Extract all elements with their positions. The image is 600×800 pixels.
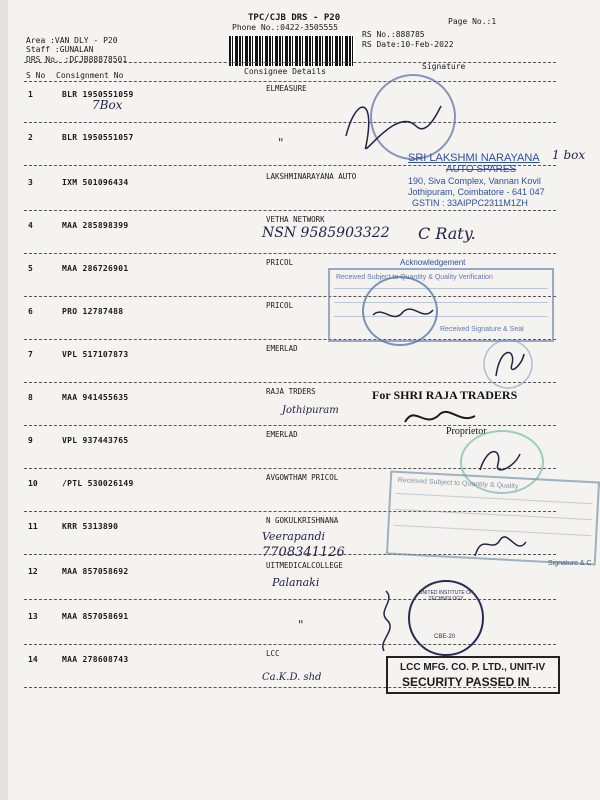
signature-row12 — [366, 586, 406, 656]
consignee-name: PRICOL — [266, 301, 294, 310]
handwritten-nsn-phone: NSN 9585903322 — [262, 225, 390, 241]
row-number: 4 — [28, 221, 33, 230]
consignment-number: PRO 12787488 — [62, 307, 124, 316]
consignee-name: EMERLAD — [266, 344, 298, 353]
row-number: 13 — [28, 612, 38, 621]
column-divider — [24, 81, 556, 82]
signature-row9 — [470, 440, 530, 480]
row-divider — [24, 253, 556, 254]
consignment-number: MAA 857058691 — [62, 612, 129, 621]
signature-row5 — [368, 300, 438, 330]
rs-number: RS No.:888785 — [362, 30, 425, 39]
security-stamp-box — [386, 656, 560, 694]
scan-edge — [0, 0, 8, 800]
rs-date: RS Date:10-Feb-2022 — [362, 40, 454, 49]
ack-stamp-title: Acknowledgement — [400, 258, 466, 267]
consignee-name: N GOKULKRISHNANA — [266, 516, 339, 525]
handwritten-phone-11: 7708341126 — [262, 545, 345, 560]
row-divider — [24, 210, 556, 211]
lakshmi-stamp-gstin: GSTIN : 33AIPPC2311M1ZH — [412, 198, 528, 208]
consignment-number: MAA 285898399 — [62, 221, 129, 230]
row-divider — [24, 122, 556, 123]
col-consignee: Consignee Details — [244, 67, 326, 76]
handwritten-palanaki: Palanaki — [272, 576, 320, 589]
consignment-number: MAA 857058692 — [62, 567, 129, 576]
lakshmi-stamp-address: 190, Siva Complex, Vannan Kovil — [408, 176, 541, 186]
consignee-name: EMERLAD — [266, 430, 298, 439]
consignment-number: VPL 937443765 — [62, 436, 129, 445]
uit-seal — [408, 580, 484, 656]
document-title: TPC/CJB DRS - P20 — [248, 13, 341, 23]
raja-stamp-proprietor: Proprietor — [446, 426, 487, 437]
consignment-number: BLR 1950551059 — [62, 90, 134, 99]
row-number: 2 — [28, 133, 33, 142]
consignment-number: KRR 5313890 — [62, 522, 119, 531]
consignment-number: IXM 501096434 — [62, 178, 129, 187]
handwritten-ditto-2: " — [278, 136, 284, 150]
consignee-name: AVGOWTHAM PRICOL — [266, 473, 339, 482]
received-stamp-signature: Signature & C — [548, 560, 592, 567]
security-stamp-line1: LCC MFG. CO. P. LTD., UNIT-IV — [400, 662, 546, 673]
area-label: Area :VAN DLY - P20 — [26, 36, 118, 45]
consignee-name: ELMEASURE — [266, 84, 307, 93]
received-stamp-text: Received Subject to Quantity & Quality — [397, 476, 519, 491]
row-number: 10 — [28, 479, 38, 488]
lakshmi-stamp-name: SRI LAKSHMI NARAYANA — [408, 152, 540, 164]
lakshmi-stamp-city: Jothipuram, Coimbatore - 641 047 — [408, 187, 545, 197]
consignee-name: VETHA NETWORK — [266, 215, 325, 224]
consignee-name: PRICOL — [266, 258, 294, 267]
col-consignment: Consignment No — [56, 71, 124, 80]
handwritten-ditto-13: " — [298, 618, 304, 632]
handwritten-box-note-2: 1 box — [552, 148, 586, 162]
consignment-number: MAA 286726901 — [62, 264, 129, 273]
uit-seal-bottom: CBE-20 — [434, 634, 456, 640]
handwritten-veerapandi: Veerapandi — [262, 530, 326, 543]
drs-number: DRS No. :DCJB88878501 — [26, 55, 128, 64]
uit-seal-text: UNITED INSTITUTE OF TECHNOLOGY — [418, 590, 474, 602]
col-sno: S No — [26, 71, 46, 80]
consignee-name: RAJA TRDERS — [266, 387, 316, 396]
col-signature: Signature — [422, 62, 466, 71]
page-number: Page No.:1 — [448, 17, 497, 26]
row-number: 6 — [28, 307, 33, 316]
lakshmi-stamp-sub: AUTO SPARES — [446, 164, 517, 175]
signature-row11 — [470, 526, 530, 566]
handwritten-jothipuram: Jothipuram — [282, 405, 339, 416]
row-number: 3 — [28, 178, 33, 187]
consignee-name: LCC — [266, 649, 280, 658]
row-number: 11 — [28, 522, 38, 531]
row-divider — [24, 644, 556, 645]
row-number: 1 — [28, 90, 33, 99]
ack-stamp-line1: Received Subject to Quantity & Quality Verification — [336, 274, 493, 281]
row-number: 12 — [28, 567, 38, 576]
handwritten-box-note: 7Box — [92, 98, 123, 112]
row-number: 9 — [28, 436, 33, 445]
consignment-number: BLR 1950551057 — [62, 133, 134, 142]
consignment-number: /PTL 530026149 — [62, 479, 134, 488]
signature-row7 — [478, 336, 538, 392]
row-number: 14 — [28, 655, 38, 664]
ack-stamp-line2: Received Signature & Seal — [440, 326, 524, 333]
consignee-name: LAKSHMINARAYANA AUTO — [266, 172, 357, 181]
staff-label: Staff :GUNALAN — [26, 45, 94, 54]
row-number: 5 — [28, 264, 33, 273]
row-divider — [24, 382, 556, 383]
consignment-number: MAA 941455635 — [62, 393, 129, 402]
raja-stamp-name: For SHRI RAJA TRADERS — [372, 388, 518, 402]
header-divider — [24, 62, 556, 63]
consignment-number: VPL 517107873 — [62, 350, 129, 359]
handwritten-c-party: C Raty. — [418, 224, 476, 243]
consignee-name: UITMEDICALCOLLEGE — [266, 561, 343, 570]
security-stamp-line2: SECURITY PASSED IN — [402, 675, 530, 689]
row-number: 8 — [28, 393, 33, 402]
row-number: 7 — [28, 350, 33, 359]
consignment-number: MAA 278608743 — [62, 655, 129, 664]
phone-number: Phone No.:0422-3505555 — [232, 23, 338, 32]
handwritten-lcc-note: Ca.K.D. shd — [262, 672, 322, 683]
